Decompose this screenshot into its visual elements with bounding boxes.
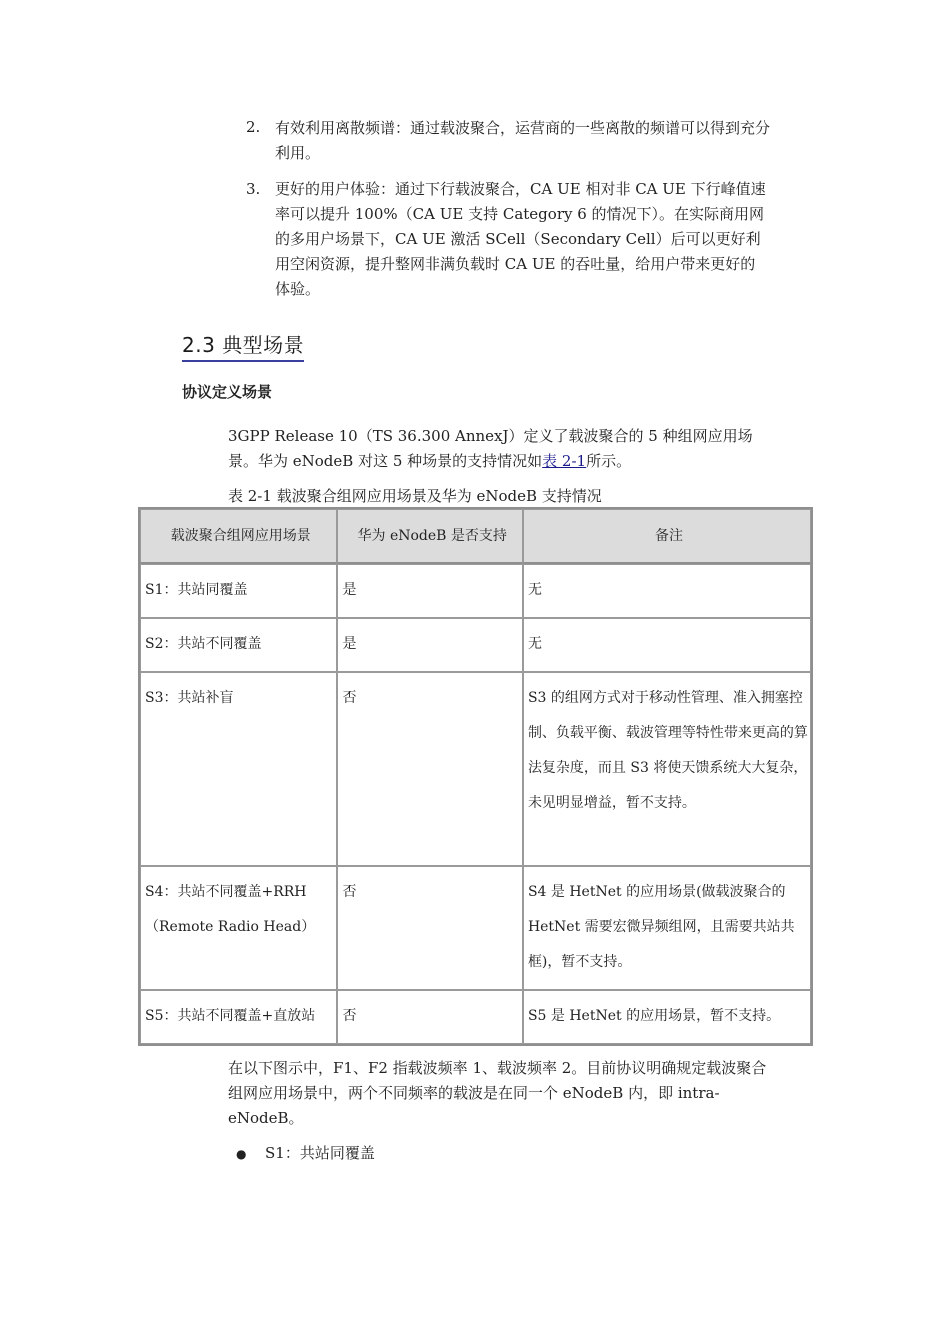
- bullet-icon: ●: [236, 1147, 247, 1161]
- intro-paragraph: [228, 424, 773, 474]
- list-number-3: 3.: [246, 180, 261, 198]
- cell-scenario: S5：共站不同覆盖+直放站: [140, 990, 337, 1044]
- cell-note: 无: [523, 564, 811, 618]
- header-note: 备注: [523, 509, 811, 564]
- table-caption: 表 2-1 载波聚合组网应用场景及华为 eNodeB 支持情况: [228, 487, 602, 505]
- header-support: 华为 eNodeB 是否支持: [337, 509, 522, 564]
- bullet-item-s1: S1：共站同覆盖: [265, 1144, 375, 1162]
- cell-support: 否: [337, 990, 522, 1044]
- table-reference-link[interactable]: 表 2-1: [542, 452, 587, 470]
- cell-scenario: S4：共站不同覆盖+RRH（Remote Radio Head）: [140, 866, 337, 990]
- table-header-row: [140, 509, 811, 564]
- figure-intro-paragraph: 在以下图示中，F1、F2 指载波频率 1、载波频率 2。目前协议明确规定载波聚合组网应用场景中，两个不同频率的载波是在同一个 eNodeB 内，即 intra-eNodeB。: [228, 1059, 767, 1127]
- table-row: [140, 990, 811, 1044]
- cell-note: S5 是 HetNet 的应用场景，暂不支持。: [523, 990, 811, 1044]
- cell-support: 否: [337, 866, 522, 990]
- list-item-3-text: 更好的用户体验：通过下行载波聚合，CA UE 相对非 CA UE 下行峰值速率可以提升 100%（CA UE 支持 Category 6 的情况下）。在实际商用网的多用户场景下，CA UE 激活 SCell（Secondary Cell）后可以更好利用空闲资源，提升整网非满负载时 CA UE 的吞吐量，给用户带来更好的体验。: [275, 180, 766, 298]
- cell-note: S4 是 HetNet 的应用场景(做载波聚合的 HetNet 需要宏微异频组网，且需要共站共框)，暂不支持。: [523, 866, 811, 990]
- cell-note: 无: [523, 618, 811, 672]
- cell-scenario: S3：共站补盲: [140, 672, 337, 866]
- scenario-table: [138, 507, 813, 1046]
- header-scenario: 载波聚合组网应用场景: [140, 509, 337, 564]
- cell-support: 否: [337, 672, 522, 866]
- section-heading: 2.3 典型场景: [182, 329, 304, 362]
- cell-support: 是: [337, 564, 522, 618]
- list-number-2: 2.: [246, 118, 261, 136]
- cell-support: 是: [337, 618, 522, 672]
- cell-scenario: S1：共站同覆盖: [140, 564, 337, 618]
- cell-note: S3 的组网方式对于移动性管理、准入拥塞控制、负载平衡、载波管理等特性带来更高的算法复杂度，而且 S3 将使天馈系统大大复杂，未见明显增益，暂不支持。: [523, 672, 811, 866]
- table-row: [140, 618, 811, 672]
- list-item-2-text: 有效利用离散频谱：通过载波聚合，运营商的一些离散的频谱可以得到充分利用。: [275, 119, 771, 162]
- intro-text-after: 所示。: [586, 452, 632, 470]
- subsection-heading: 协议定义场景: [182, 383, 273, 401]
- table-row: [140, 866, 811, 990]
- table-row: [140, 564, 811, 618]
- table-row: [140, 672, 811, 866]
- intro-text-before: 3GPP Release 10（TS 36.300 AnnexJ）定义了载波聚合的 5 种组网应用场景。华为 eNodeB 对这 5 种场景的支持情况如: [228, 427, 753, 470]
- cell-scenario: S2：共站不同覆盖: [140, 618, 337, 672]
